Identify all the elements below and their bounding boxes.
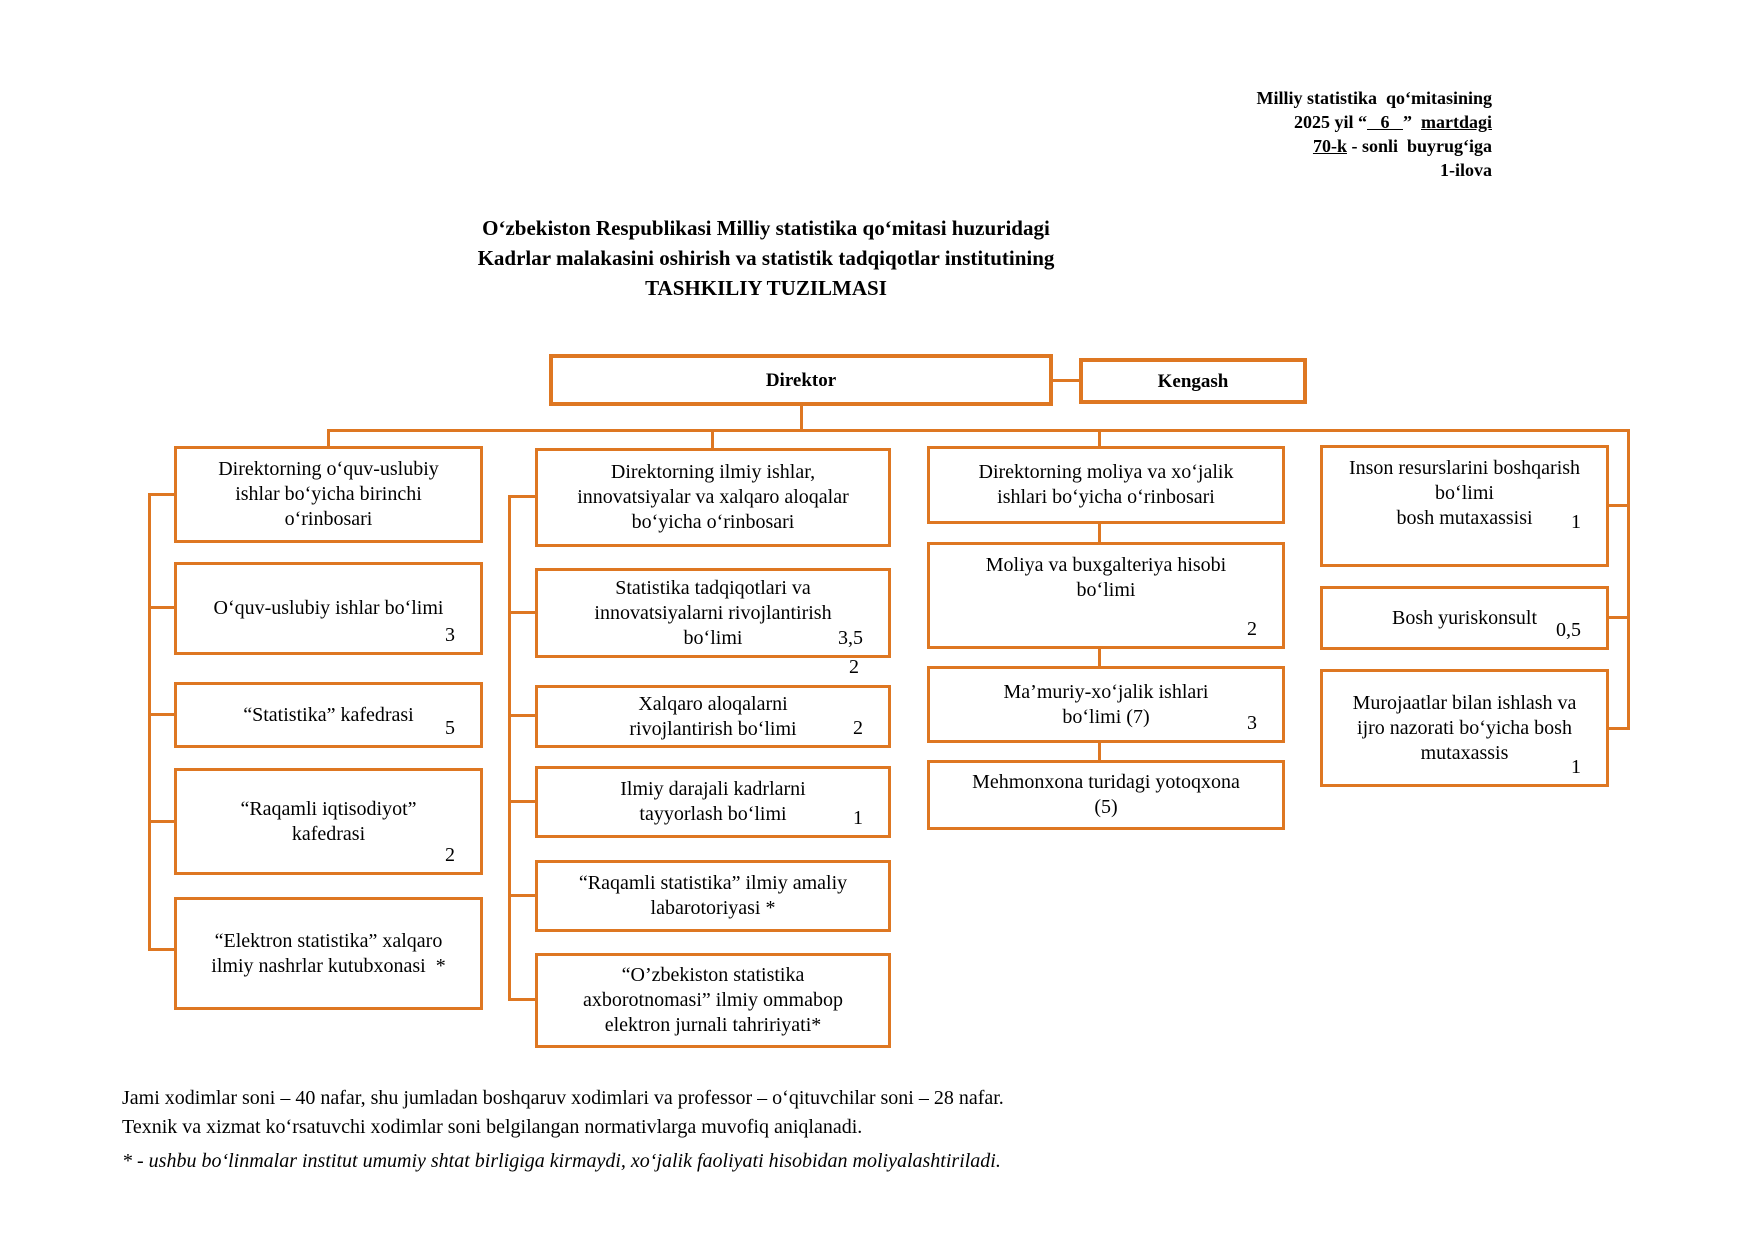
box-statistika-tadqiqotlari-bolimi: Statistika tadqiqotlari va innovatsiyalarni rivojlantirish bo‘limi 3,5	[535, 568, 891, 658]
connector-col4-stub3	[1609, 727, 1630, 730]
connector-col1-stub4	[148, 820, 174, 823]
box-raqamli-statistika-laboratoriya: “Raqamli statistika” ilmiy amaliy labarotoriyasi *	[535, 860, 891, 932]
box-direktor-label: Direktor	[765, 369, 837, 391]
box-statistika-kafedrasi: “Statistika” kafedrasi 5	[174, 682, 483, 748]
approval-note	[1012, 86, 1492, 182]
connector-main-line	[327, 429, 1630, 432]
connector-direktor-stub	[800, 406, 803, 429]
connector-col2-stub3	[508, 714, 535, 717]
connector-col4-bracket	[1627, 429, 1630, 730]
box-moliya-orinbosar: Direktorning moliya va xo‘jalik ishlari bo‘yicha o‘rinbosari	[927, 446, 1285, 524]
connector-col2-bracket	[508, 495, 511, 1001]
staff-count: 0,5	[1556, 619, 1581, 641]
title-line1: O‘zbekiston Respublikasi Milliy statistika qo‘mitasi huzuridagi	[482, 216, 1050, 240]
connector-col2-stub6	[508, 998, 535, 1001]
footer-line2: Texnik va xizmat ko‘rsatuvchi xodimlar soni belgilangan normativlarga muvofiq aniqlanadi.	[122, 1116, 863, 1138]
connector-col2-stub2	[508, 611, 535, 614]
page-title	[380, 213, 1152, 303]
connector-col1-stub2	[148, 606, 174, 609]
title-line2: Kadrlar malakasini oshirish va statistik tadqiqotlar institutining	[477, 246, 1055, 270]
connector-col4-stub1	[1609, 504, 1630, 507]
connector-col3-link1	[1098, 522, 1101, 544]
overflow-count-artifact: 2	[849, 656, 859, 678]
connector-col1-stub5	[148, 948, 174, 951]
connector-col2-stub5	[508, 894, 535, 897]
staff-count: 1	[853, 807, 863, 829]
box-xalqaro-aloqalar-bolimi: Xalqaro aloqalarni rivojlantirish bo‘limi 2	[535, 685, 891, 748]
connector-col1-stub	[327, 429, 330, 446]
connector-direktor-kengash	[1053, 379, 1079, 382]
staff-count: 1	[1571, 511, 1581, 533]
connector-col2-stub1	[508, 495, 535, 498]
box-direktor	[549, 354, 1053, 406]
box-axborotnoma-tahririyati: “O’zbekiston statistika axborotnomasi” ilmiy ommabop elektron jurnali tahririyati*	[535, 953, 891, 1048]
footer-text	[122, 1084, 1622, 1142]
approval-note-line2: 2025 yil “ 6 ” martdagi	[1293, 112, 1492, 132]
approval-note-line4: 1-ilova	[1440, 160, 1492, 180]
order-month: martdagi	[1421, 112, 1492, 132]
footnote-asterisk: * - ushbu bo‘linmalar institut umumiy shtat birligiga kirmaydi, xo‘jalik faoliyati hisobidan moliyalashtiriladi.	[122, 1150, 1001, 1172]
connector-col1-bracket	[148, 493, 151, 951]
box-inson-resurslari-bolimi: Inson resurslarini boshqarish bo‘limi bosh mutaxassisi 1	[1320, 445, 1609, 567]
connector-col3-stub	[1098, 429, 1101, 446]
order-day-blank: 6	[1367, 112, 1403, 132]
box-elektron-statistika-kutubxona: “Elektron statistika” xalqaro ilmiy nashrlar kutubxonasi *	[174, 897, 483, 1010]
box-bosh-yuriskonsult: Bosh yuriskonsult 0,5	[1320, 586, 1609, 650]
box-oquv-uslubiy-bolimi: O‘quv-uslubiy ishlar bo‘limi 3	[174, 562, 483, 655]
box-raqamli-iqtisodiyot-kafedrasi: “Raqamli iqtisodiyot” kafedrasi 2	[174, 768, 483, 875]
box-ilmiy-darajali-kadrlar-bolimi: Ilmiy darajali kadrlarni tayyorlash bo‘limi 1	[535, 766, 891, 838]
box-mehmonxona-yotoqxona: Mehmonxona turidagi yotoqxona (5)	[927, 760, 1285, 830]
staff-count: 5	[445, 717, 455, 739]
box-ilmiy-ishlar-orinbosar: Direktorning ilmiy ishlar, innovatsiyalar va xalqaro aloqalar bo‘yicha o‘rinbosari	[535, 448, 891, 547]
staff-count: 1	[1571, 756, 1581, 778]
box-moliya-buxgalteriya-bolimi: Moliya va buxgalteriya hisobi bo‘limi 2	[927, 542, 1285, 649]
connector-col3-link2	[1098, 647, 1101, 668]
connector-col2-stub4	[508, 800, 535, 803]
approval-note-line1: Milliy statistika qo‘mitasining	[1256, 88, 1492, 108]
staff-count: 3,5	[838, 627, 863, 649]
connector-col1-stub1	[148, 493, 174, 496]
staff-count: 2	[445, 844, 455, 866]
approval-note-line3: 70-k - sonli buyrug‘iga	[1312, 136, 1492, 156]
footer-line1: Jami xodimlar soni – 40 nafar, shu jumladan boshqaruv xodimlari va professor – o‘qituvchilar soni – 28 nafar.	[122, 1087, 1004, 1109]
connector-col4-stub2	[1609, 616, 1630, 619]
box-kengash	[1079, 358, 1307, 404]
connector-col1-stub3	[148, 713, 174, 716]
box-murojaatlar-mutaxassis: Murojaatlar bilan ishlash va ijro nazorati bo‘yicha bosh mutaxassis 1	[1320, 669, 1609, 787]
staff-count: 2	[853, 717, 863, 739]
connector-col3-link3	[1098, 741, 1101, 762]
order-number: 70-k	[1312, 136, 1347, 156]
title-line3: TASHKILIY TUZILMASI	[645, 276, 887, 300]
box-oquv-uslubiy-orinbosar: Direktorning o‘quv-uslubiy ishlar bo‘yicha birinchi o‘rinbosari	[174, 446, 483, 543]
staff-count: 2	[1247, 618, 1257, 640]
box-mamuriy-xojalik-bolimi: Ma’muriy-xo‘jalik ishlari bo‘limi (7) 3	[927, 666, 1285, 743]
staff-count: 3	[1247, 712, 1257, 734]
box-kengash-label: Kengash	[1157, 370, 1229, 392]
connector-col2-stub	[711, 429, 714, 448]
staff-count: 3	[445, 624, 455, 646]
